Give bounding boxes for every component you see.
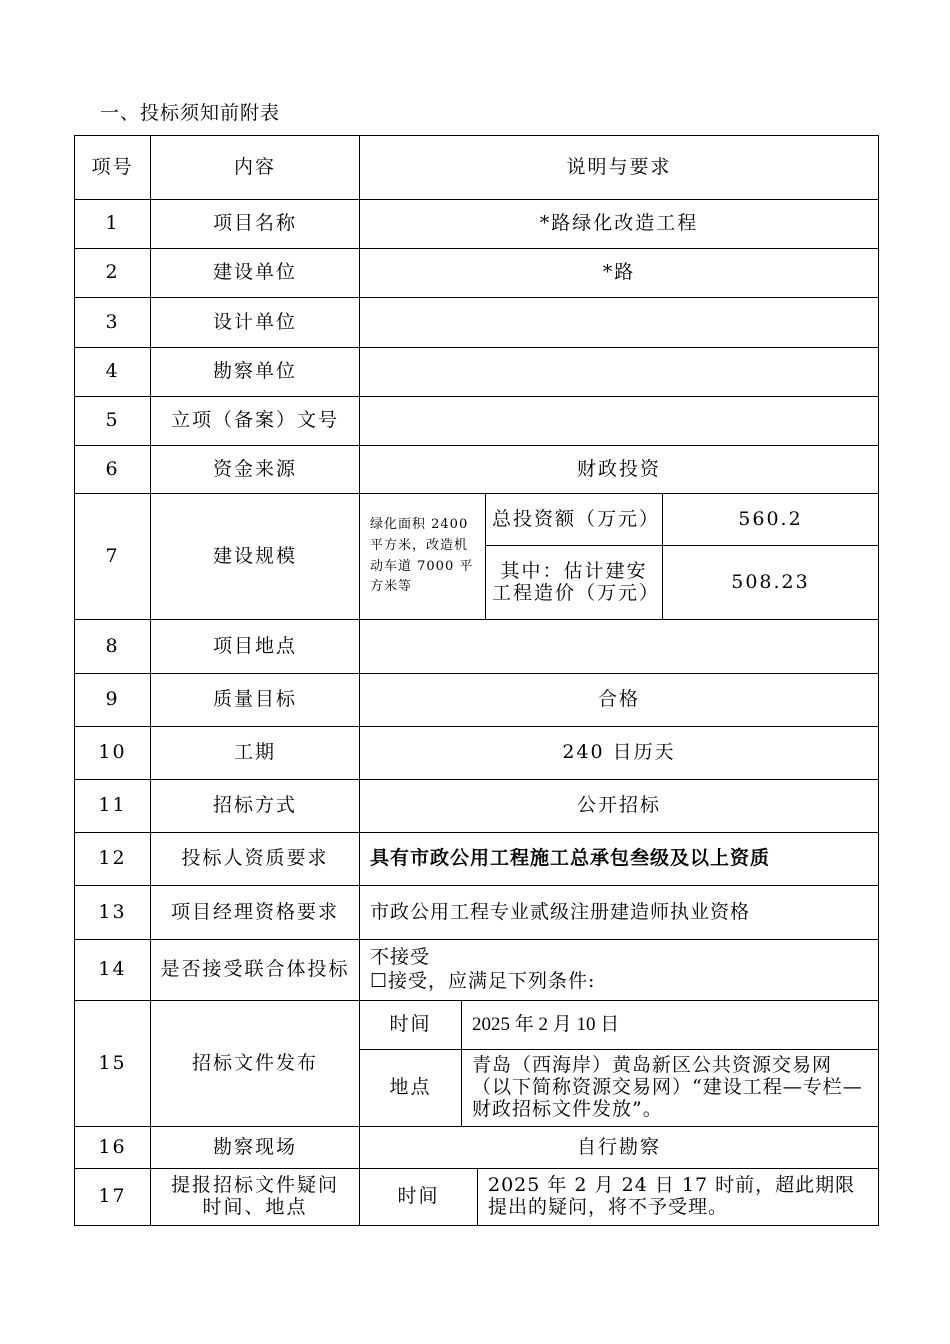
table-row (75, 779, 878, 832)
location-value (359, 620, 878, 673)
row-label: 项目地点 (150, 620, 359, 673)
table-row (75, 347, 878, 396)
row-no: 17 (98, 1185, 127, 1208)
row-no: 16 (98, 1135, 127, 1158)
owner-value: *路 (359, 249, 878, 297)
release-time-value: 2025 年 2 月 10 日 (461, 1001, 878, 1049)
row-no: 14 (98, 958, 127, 981)
table-row (75, 832, 878, 885)
row-label: 资金来源 (150, 446, 359, 493)
query-time-label: 时间 (397, 1185, 440, 1208)
duration-value: 240 日历天 (359, 727, 878, 779)
manager-qualification-value: 市政公用工程专业贰级注册建造师执业资格 (359, 886, 878, 939)
row-label: 立项（备案）文号 (150, 397, 359, 445)
site-visit-value: 自行勘察 (359, 1127, 878, 1168)
row-label: 勘察单位 (150, 348, 359, 396)
table-row (75, 673, 878, 726)
row-no: 9 (105, 688, 120, 711)
table-row (75, 396, 878, 445)
row-no: 5 (105, 409, 120, 432)
release-detail (359, 1001, 878, 1126)
query-detail (359, 1169, 878, 1225)
row-label: 质量目标 (150, 674, 359, 726)
header-description: 说明与要求 (359, 136, 878, 199)
table-row (75, 939, 878, 1000)
investment-subtable (485, 494, 878, 619)
table-row (75, 726, 878, 779)
scale-description: 绿化面积 2400 平方米，改造机动车道 7000 平方米等 (370, 516, 474, 595)
table-row (75, 297, 878, 347)
query-time-value: 2025 年 2 月 24 日 17 时前，超此期限提出的疑问，将不予受理。 (477, 1169, 878, 1225)
row-label: 是否接受联合体投标 (150, 940, 359, 1000)
table-header-row (75, 136, 878, 199)
project-name-value: *路绿化改造工程 (359, 200, 878, 248)
row-no: 6 (105, 457, 120, 480)
table-row (75, 1126, 878, 1168)
row-no: 13 (98, 900, 127, 923)
release-time-label: 时间 (389, 1013, 432, 1036)
qualification-value: 具有市政公用工程施工总承包叁级及以上资质 (359, 833, 878, 885)
table-row (75, 248, 878, 297)
survey-unit-value (359, 348, 878, 396)
row-no: 4 (105, 360, 120, 383)
consortium-options (359, 940, 878, 1000)
scale-detail (359, 494, 878, 619)
table-row (75, 445, 878, 493)
header-item-no: 项号 (91, 155, 134, 178)
row-label: 工期 (150, 727, 359, 779)
row-no: 7 (105, 544, 120, 567)
row-label: 招标文件发布 (150, 1001, 359, 1126)
row-no: 3 (105, 310, 120, 333)
quality-value: 合格 (359, 674, 878, 726)
section-heading: 一、投标须知前附表 (100, 102, 281, 124)
consortium-no-option: 不接受 (370, 946, 431, 969)
filing-no-value (359, 397, 878, 445)
row-label: 提报招标文件疑问时间、地点 (150, 1169, 359, 1225)
table-row (75, 493, 878, 619)
row-label: 建设单位 (150, 249, 359, 297)
release-place-value: 青岛（西海岸）黄岛新区公共资源交易网（以下简称资源交易网）“建设工程—专栏—财政招标文件发放”。 (461, 1050, 878, 1126)
tender-method-value: 公开招标 (359, 780, 878, 832)
consortium-yes-option: ☐接受，应满足下列条件: (370, 970, 596, 992)
row-no: 8 (105, 634, 120, 657)
row-label: 项目经理资格要求 (150, 886, 359, 939)
row-no: 10 (98, 741, 127, 764)
designer-value (359, 298, 878, 347)
total-investment-value: 560.2 (662, 494, 878, 545)
construction-cost-label: 其中：估计建安工程造价（万元） (492, 559, 661, 604)
row-label: 建设规模 (150, 494, 359, 619)
row-label: 项目名称 (150, 200, 359, 248)
funding-value: 财政投资 (359, 446, 878, 493)
table-row (75, 1000, 878, 1126)
table-row (75, 619, 878, 673)
table-row (75, 199, 878, 248)
row-no: 1 (105, 212, 120, 235)
row-no: 11 (98, 794, 127, 817)
bid-instructions-table (74, 135, 879, 1226)
table-row (75, 885, 878, 939)
table-row (75, 1168, 878, 1225)
row-no: 15 (98, 1051, 127, 1074)
construction-cost-value: 508.23 (662, 546, 878, 619)
row-label: 设计单位 (150, 298, 359, 347)
row-label: 投标人资质要求 (150, 833, 359, 885)
row-label: 勘察现场 (150, 1127, 359, 1168)
row-no: 12 (98, 847, 127, 870)
row-no: 2 (105, 261, 120, 284)
release-place-label: 地点 (389, 1076, 432, 1099)
row-label: 招标方式 (150, 780, 359, 832)
total-investment-label: 总投资额（万元） (492, 507, 661, 530)
header-content: 内容 (150, 136, 359, 199)
